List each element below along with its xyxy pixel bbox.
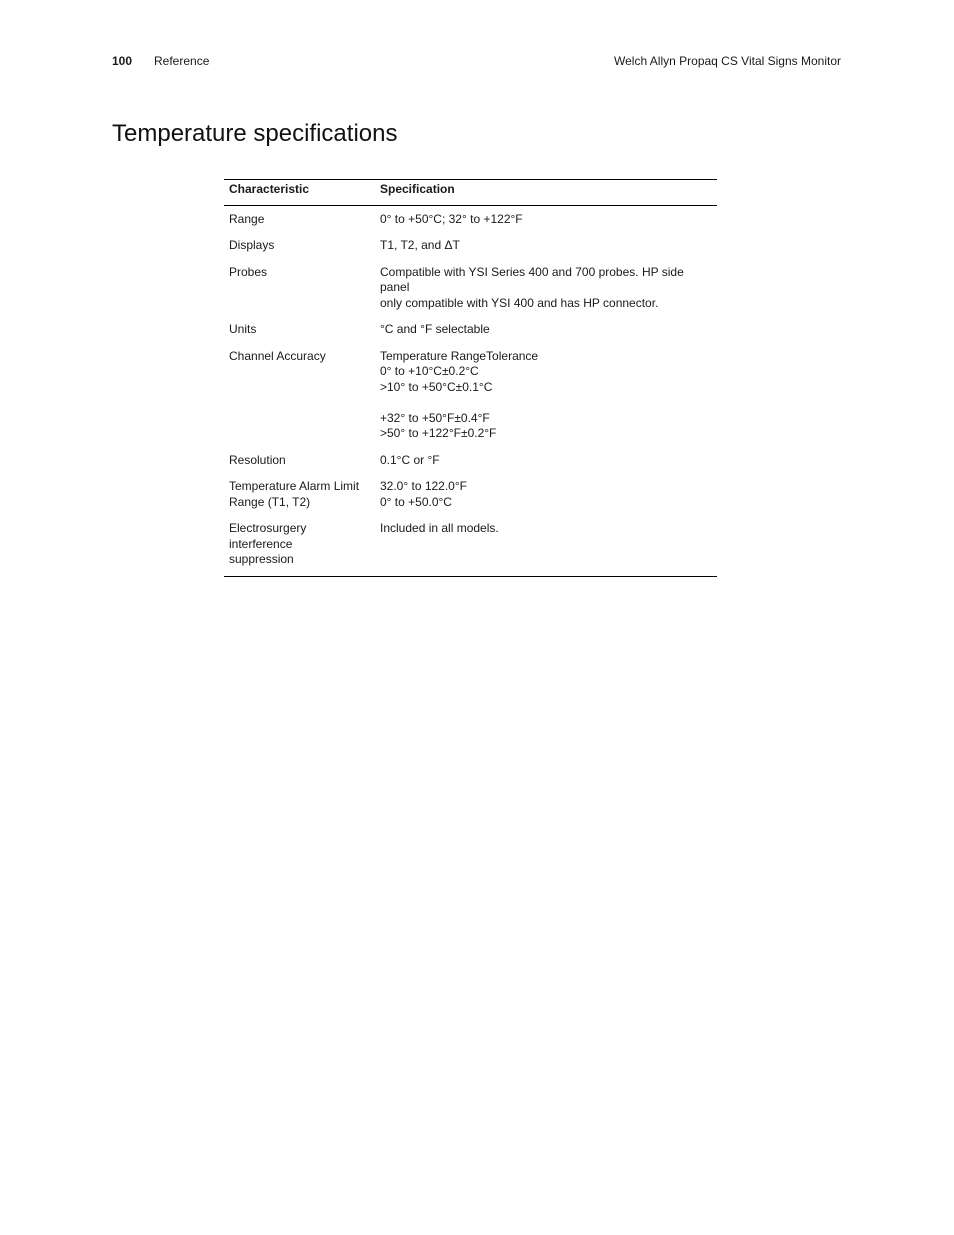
specification-text: 0° to +10°C±0.2°C	[380, 364, 479, 378]
characteristic-text: Electrosurgery interference	[229, 521, 307, 551]
table-row	[224, 261, 717, 319]
characteristic-text: suppression	[229, 552, 294, 566]
characteristic-cell	[224, 449, 375, 476]
column-header-specification: Specification	[375, 180, 717, 206]
page-title: Temperature specifications	[112, 120, 398, 147]
specification-text: Temperature RangeTolerance	[380, 348, 539, 363]
specification-text: only compatible with YSI 400 and has HP connector.	[380, 295, 659, 310]
table-row	[224, 234, 717, 261]
specification-cell	[375, 345, 717, 449]
characteristic-text: Probes	[229, 264, 268, 279]
characteristic-cell	[224, 345, 375, 449]
table-row	[224, 205, 717, 234]
specification-text: +32° to +50°F±0.4°F	[380, 410, 490, 425]
table-row	[224, 517, 717, 576]
characteristic-cell	[224, 475, 375, 517]
column-header-characteristic: Characteristic	[224, 180, 375, 206]
characteristic-cell	[224, 234, 375, 261]
specification-text: >10° to +50°C±0.1°C	[380, 379, 493, 394]
running-header	[112, 52, 841, 70]
specifications-table	[224, 179, 717, 577]
table-row	[224, 449, 717, 476]
specification-text: >50° to +122°F±0.2°F	[380, 426, 497, 440]
characteristic-cell	[224, 205, 375, 234]
specification-text: °C and °F selectable	[380, 322, 490, 336]
page-number: 100	[112, 54, 133, 68]
table-body	[224, 205, 717, 576]
table-row	[224, 345, 717, 449]
table-row	[224, 475, 717, 517]
document-title: Welch Allyn Propaq CS Vital Signs Monitor	[614, 54, 841, 68]
specification-cell	[375, 205, 717, 234]
specification-cell	[375, 475, 717, 517]
specification-cell	[375, 449, 717, 476]
specification-cell	[375, 261, 717, 319]
table-row	[224, 318, 717, 345]
characteristic-text: Channel Accuracy	[229, 348, 326, 363]
specification-text: 0° to +50.0°C	[380, 494, 452, 509]
table-header-row	[224, 180, 717, 206]
section-name: Reference	[154, 54, 210, 68]
specification-text: 32.0° to 122.0°F	[380, 479, 467, 493]
specification-cell	[375, 517, 717, 576]
characteristic-cell	[224, 318, 375, 345]
specification-text: 0.1°C or °F	[380, 452, 440, 467]
characteristic-cell	[224, 517, 375, 576]
characteristic-text: Range (T1, T2)	[229, 494, 311, 509]
characteristic-text: Displays	[229, 238, 275, 252]
characteristic-text: Temperature Alarm Limit	[229, 479, 360, 493]
characteristic-cell	[224, 261, 375, 319]
specification-cell	[375, 318, 717, 345]
characteristic-text: Units	[229, 322, 257, 336]
specification-text: Compatible with YSI Series 400 and 700 probes. HP side panel	[380, 264, 684, 294]
specification-text: Included in all models.	[380, 521, 499, 535]
specification-cell	[375, 234, 717, 261]
table-header	[224, 180, 717, 206]
specification-text: 0° to +50°C; 32° to +122°F	[380, 211, 523, 226]
line-spacer	[380, 395, 712, 411]
characteristic-text: Range	[229, 211, 265, 226]
specification-text: T1, T2, and ΔT	[380, 238, 460, 252]
characteristic-text: Resolution	[229, 452, 286, 467]
